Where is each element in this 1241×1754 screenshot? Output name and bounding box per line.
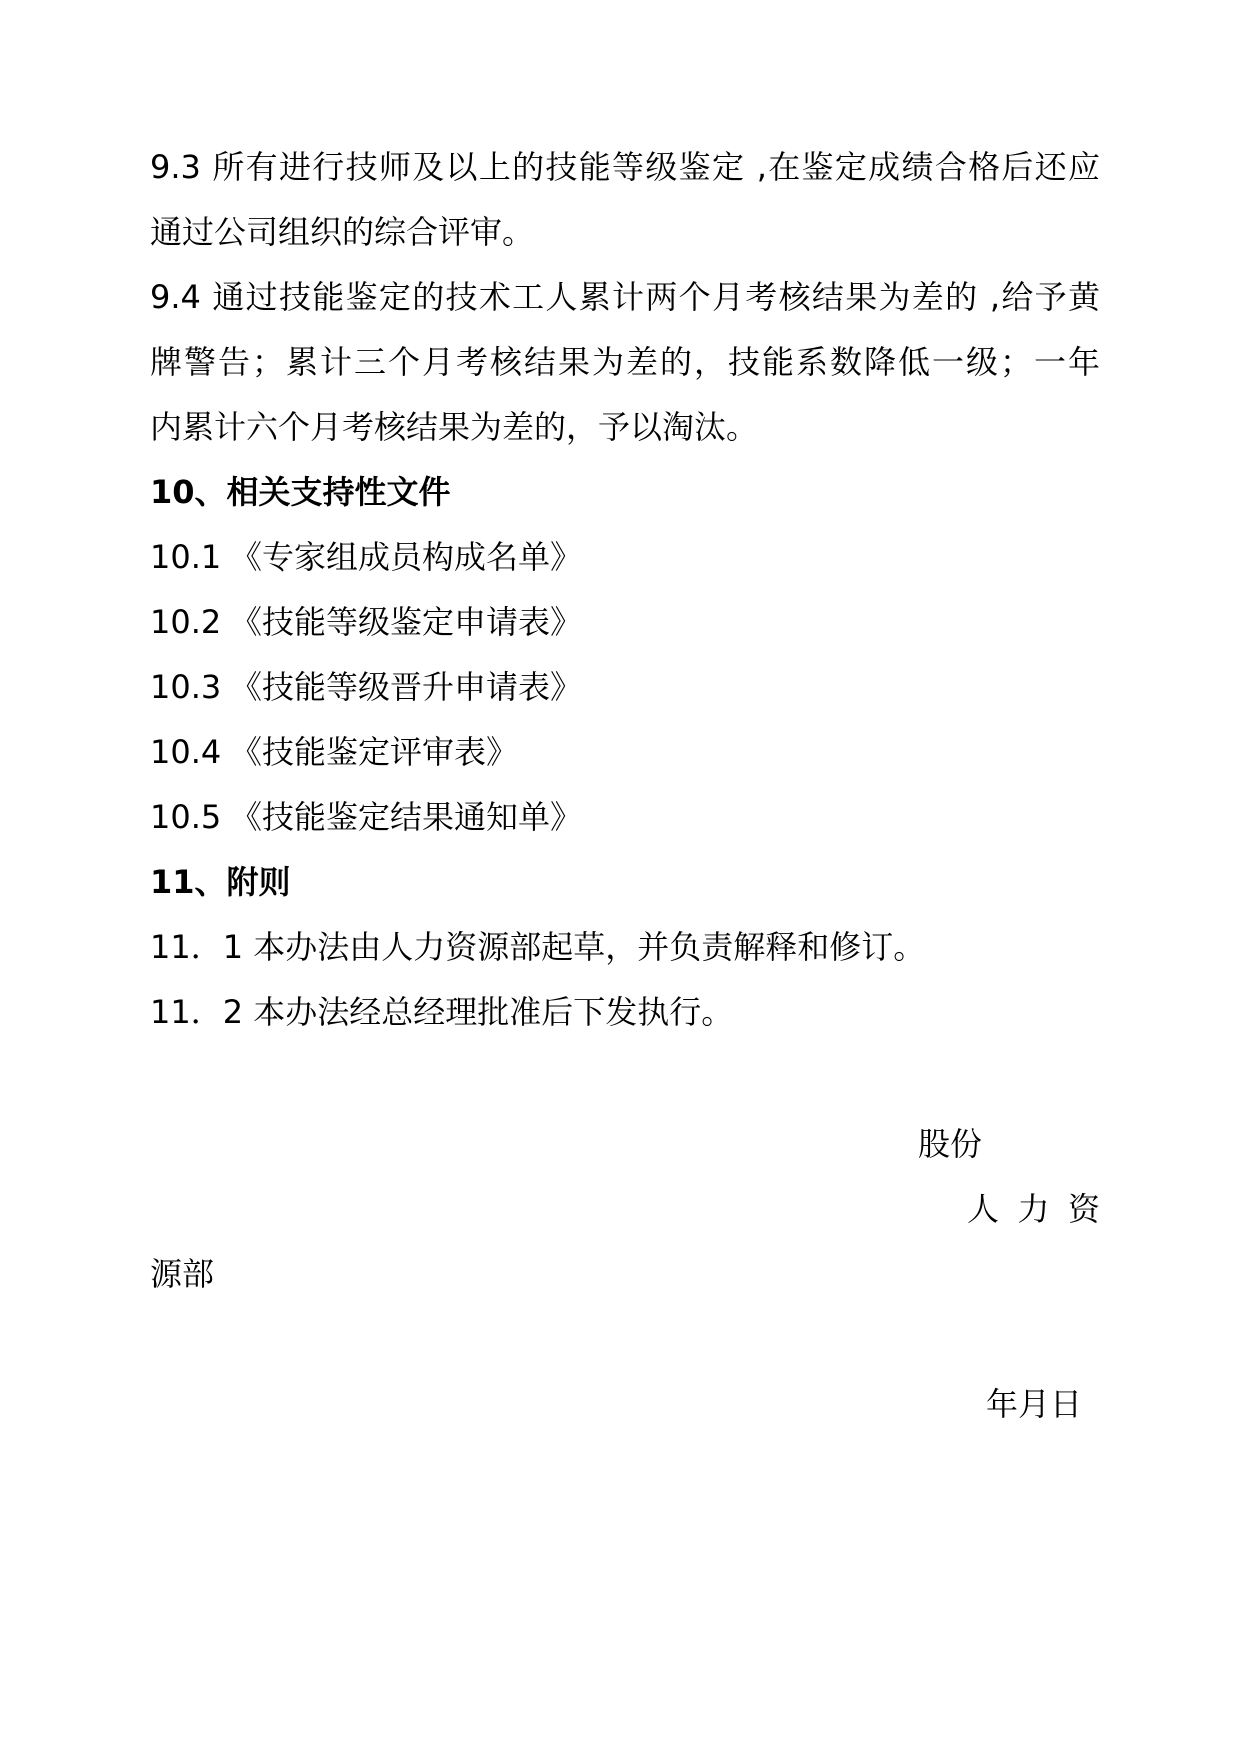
clause-9-3-line-2: 通过公司组织的综合评审。 [150,213,535,251]
reference-title: 《技能鉴定评审表》 [230,733,519,771]
clause-9-4-line-3: 内累计六个月考核结果为差的，予以淘汰。 [150,408,759,446]
reference-item [150,525,1100,590]
clause-11-2: 11．2 本办法经总经理批准后下发执行。 [150,993,734,1031]
signature-date: 年月日 [986,1385,1083,1423]
section-10-heading: 10、相关支持性文件 [150,473,451,511]
signature-company: 股份 [918,1125,983,1163]
reference-item [150,590,1100,655]
reference-item [150,655,1100,720]
reference-number: 10.2 [150,603,222,641]
reference-number: 10.1 [150,538,222,576]
reference-item [150,785,1100,850]
clause-9-4-line-2: 牌警告；累计三个月考核结果为差的，技能系数降低一级；一年 [150,343,1100,381]
signature-department-part-2: 源部 [150,1255,215,1293]
reference-title: 《技能鉴定结果通知单》 [230,798,583,836]
reference-title: 《技能等级晋升申请表》 [230,668,583,706]
clause-9-3-line-1: 9.3 所有进行技师及以上的技能等级鉴定 ,在鉴定成绩合格后还应 [150,148,1100,186]
section-11-heading: 11、附则 [150,863,291,901]
reference-number: 10.4 [150,733,222,771]
reference-title: 《专家组成员构成名单》 [230,538,583,576]
clause-11-1: 11．1 本办法由人力资源部起草，并负责解释和修订。 [150,928,926,966]
document-body [150,135,1100,1045]
signature-department-part-1: 人力资 [967,1190,1100,1228]
reference-number: 10.3 [150,668,222,706]
reference-title: 《技能等级鉴定申请表》 [230,603,583,641]
reference-number: 10.5 [150,798,222,836]
reference-item [150,720,1100,785]
clause-9-4-line-1: 9.4 通过技能鉴定的技术工人累计两个月考核结果为差的 ,给予黄 [150,278,1100,316]
